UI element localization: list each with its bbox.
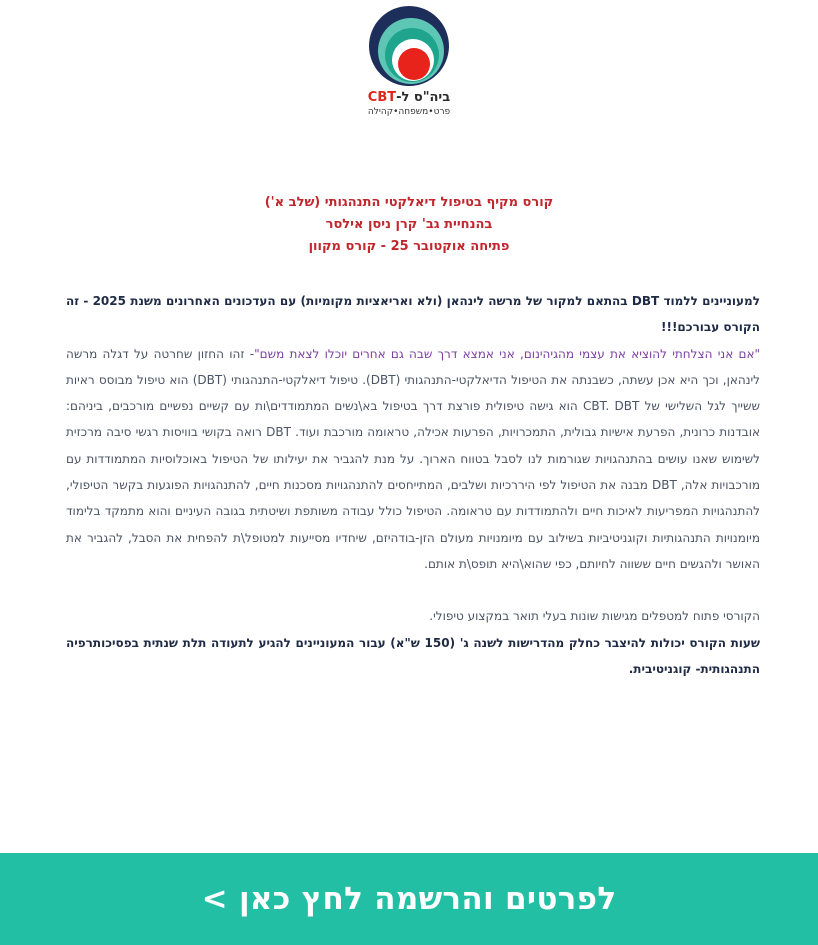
hours-text: שעות הקורס יכולות להיצבר כחלק מהדרישות לשנה ג' (150 ש"א) עבור המעוניינים להגיע לתעודה תלת שנתית בפסיכותרפיה התנהגותית- קוגניטיבית.: [66, 635, 760, 676]
heading-opening: פתיחה אוקטובר 25 - קורס מקוון: [308, 239, 510, 254]
main-paragraph: [66, 341, 760, 578]
main-paragraph-text: - זהו החזון שחרטה על דגלה מרשה לינהאן, וכך היא אכן עשתה, כשבנתה את הטיפול הדיאלקטי-התנהגותי (DBT). טיפול דיאלקטי-התנהגותי (DBT) הוא טיפול מבוסס ראיות ששייך לגל השלישי של CBT. DBT הוא גישה טיפולית פורצת דרך בטיפול בא\נשים המתמודדים\ות עם קשיים נפשיים מורכבים, ביניהם: אובדנות כרונית, הפרעת אישיות גבולית, התמכרויות, הפרעות אכילה, טראומה מורכבת ועוד. DBT רואה בקושי בוויסות רגשי סיבה מרכזית לשימוש שאנו עושים בהתנהגויות שגורמות לנו לסבל בטווח הארוך. על מנת להגביר את יעילותו של הטיפול באוכלוסיות המתמודדות עם מורכבויות אלה, DBT מבנה את הטיפול לפי היררכיות ושלבים, המתייחסים להתנהגויות מסכנות חיים, להתנהגויות הפוגעות בקשר הטיפולי, להתנהגויות המפריעות לאיכות חיים ולהתמודדות עם טראומה. הטיפול כולל עבודה משותפת ושיטתית בגובה העיניים והוא מתמקד בלימוד מיומנויות התנהגותיות וקוגניטיביות בשילוב עם מיומנויות מעולם הזן-בודהיזם, שיחדיו מסייעות למטופל\ת להפחית את הסבל, להגביר את האושר ולהגשים חיים ששווה לחיותם, כפי שהוא\היא תופס\ת אותם.: [66, 346, 761, 571]
circles-logo-icon: [367, 4, 451, 88]
logo: [0, 4, 818, 118]
course-description: [66, 288, 760, 682]
logo-name: [0, 90, 818, 106]
audience-text: הקורסי פתוח למטפלים מגישות שונות בעלי תואר במקצוע טיפולי.: [429, 609, 760, 624]
heading-title: קורס מקיף בטיפול דיאלקטי התנהגותי (שלב א'): [264, 195, 554, 210]
intro-paragraph: למעוניינים ללמוד DBT בהתאם למקור של מרשה לינהאן (ולא ואריאציות מקומיות) עם העדכונים האחרונים משנת 2025 - זה הקורס עבורכם!!!: [66, 294, 760, 335]
logo-tagline: פרט•משפחה•קהילה: [367, 107, 451, 117]
logo-name-cbt: CBT: [367, 90, 397, 105]
course-heading: [0, 192, 818, 258]
spacer: [66, 577, 760, 603]
logo-name-prefix: ביה"ס ל-: [396, 90, 451, 105]
register-button[interactable]: [0, 853, 818, 945]
heading-instructor: בהנחיית גב' קרן ניסן אילסר: [325, 217, 493, 232]
linehan-quote: "אם אני הצלחתי להוציא את עצמי מהגיהינום, אני אמצא דרך שבה גם אחרים יוכלו לצאת משם": [254, 346, 760, 361]
register-button-label: לפרטים והרשמה לחץ כאן >: [201, 881, 617, 917]
